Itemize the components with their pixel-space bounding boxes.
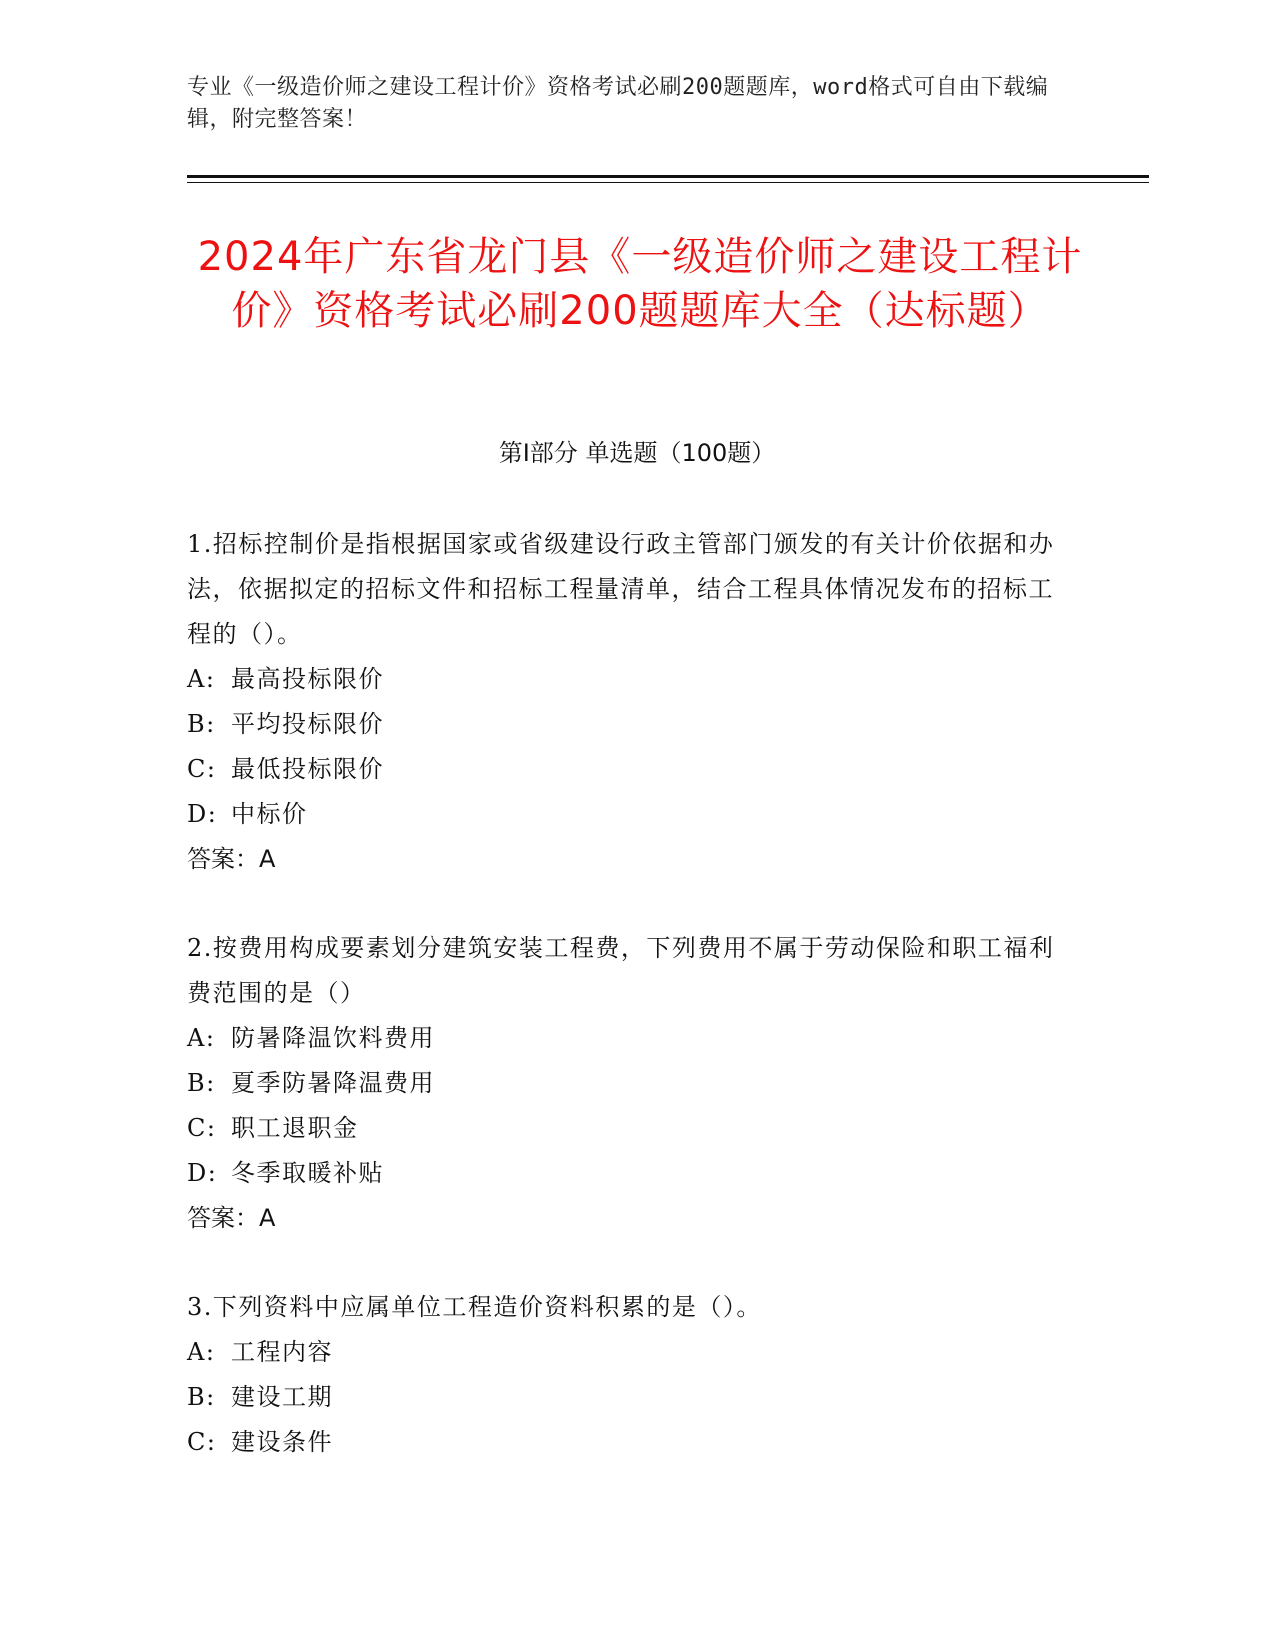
option-letter: A:	[187, 665, 216, 693]
option-letter: B:	[187, 1069, 216, 1097]
header-rule-thick	[187, 175, 1149, 178]
answer-line: 答案：A	[187, 845, 276, 873]
section-heading: 第I部分 单选题（100题）	[498, 439, 776, 467]
question-stem: 2.按费用构成要素划分建筑安装工程费，下列费用不属于劳动保险和职工福利费范围的是（）	[187, 934, 1055, 1007]
option-text: 冬季取暖补贴	[231, 1159, 384, 1187]
option-text: 建设条件	[231, 1428, 333, 1456]
option-text: 中标价	[231, 800, 308, 828]
option-letter: C:	[187, 1114, 217, 1142]
option-text: 职工退职金	[231, 1114, 359, 1142]
question-stem: 1.招标控制价是指根据国家或省级建设行政主管部门颁发的有关计价依据和办法，依据拟定的招标文件和招标工程量清单，结合工程具体情况发布的招标工程的（）。	[187, 530, 1055, 648]
option-letter: A:	[187, 1024, 216, 1052]
option-text: 平均投标限价	[231, 710, 384, 738]
option-letter: D:	[187, 800, 218, 828]
option-letter: A:	[187, 1338, 216, 1366]
option-letter: D:	[187, 1159, 218, 1187]
header-note: 专业《一级造价师之建设工程计价》资格考试必刷200题题库，word格式可自由下载编辑，附完整答案！	[187, 75, 1049, 132]
option-d	[187, 1151, 1067, 1196]
option-text: 建设工期	[231, 1383, 333, 1411]
question-3	[187, 1285, 1067, 1465]
option-text: 最高投标限价	[231, 665, 384, 693]
question-list	[187, 522, 1067, 1509]
option-d	[187, 792, 1067, 837]
question-1	[187, 522, 1067, 882]
option-letter: C:	[187, 755, 217, 783]
option-a	[187, 1016, 1067, 1061]
answer-line: 答案：A	[187, 1204, 276, 1232]
question-2	[187, 926, 1067, 1241]
option-text: 夏季防暑降温费用	[231, 1069, 435, 1097]
option-letter: B:	[187, 710, 216, 738]
option-a	[187, 657, 1067, 702]
option-a	[187, 1330, 1067, 1375]
option-b	[187, 702, 1067, 747]
option-b	[187, 1375, 1067, 1420]
option-c	[187, 747, 1067, 792]
header-rule-thin	[187, 182, 1149, 183]
option-letter: C:	[187, 1428, 217, 1456]
document-title: 2024年广东省龙门县《一级造价师之建设工程计价》资格考试必刷200题题库大全（达标题）	[197, 234, 1083, 334]
option-text: 工程内容	[231, 1338, 333, 1366]
option-c	[187, 1420, 1067, 1465]
question-stem: 3.下列资料中应属单位工程造价资料积累的是（）。	[187, 1293, 762, 1321]
option-c	[187, 1106, 1067, 1151]
option-b	[187, 1061, 1067, 1106]
option-text: 防暑降温饮料费用	[231, 1024, 435, 1052]
option-text: 最低投标限价	[231, 755, 384, 783]
option-letter: B:	[187, 1383, 216, 1411]
